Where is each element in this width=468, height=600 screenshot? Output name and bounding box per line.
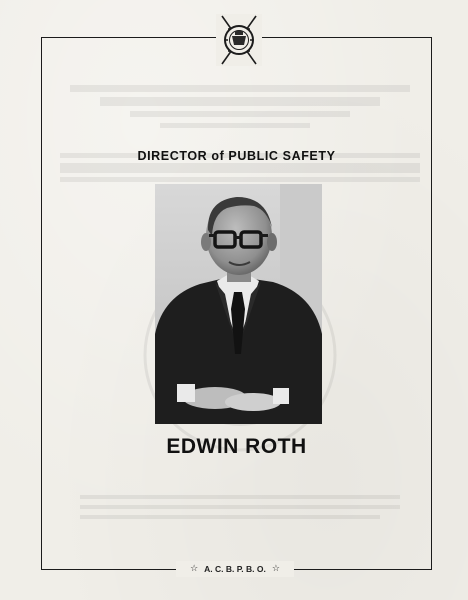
position-title: DIRECTOR of PUBLIC SAFETY [137,149,336,163]
portrait-photo [155,184,322,424]
star-outline-icon: ☆ [271,564,280,574]
person-name: EDWIN ROTH [166,435,307,458]
organization-seal-icon [216,14,262,66]
star-outline-icon: ☆ [190,564,199,574]
portrait-illustration [155,184,322,424]
footer-label [176,561,294,577]
footer-text: A. C. B. P. B. O. [204,564,266,574]
